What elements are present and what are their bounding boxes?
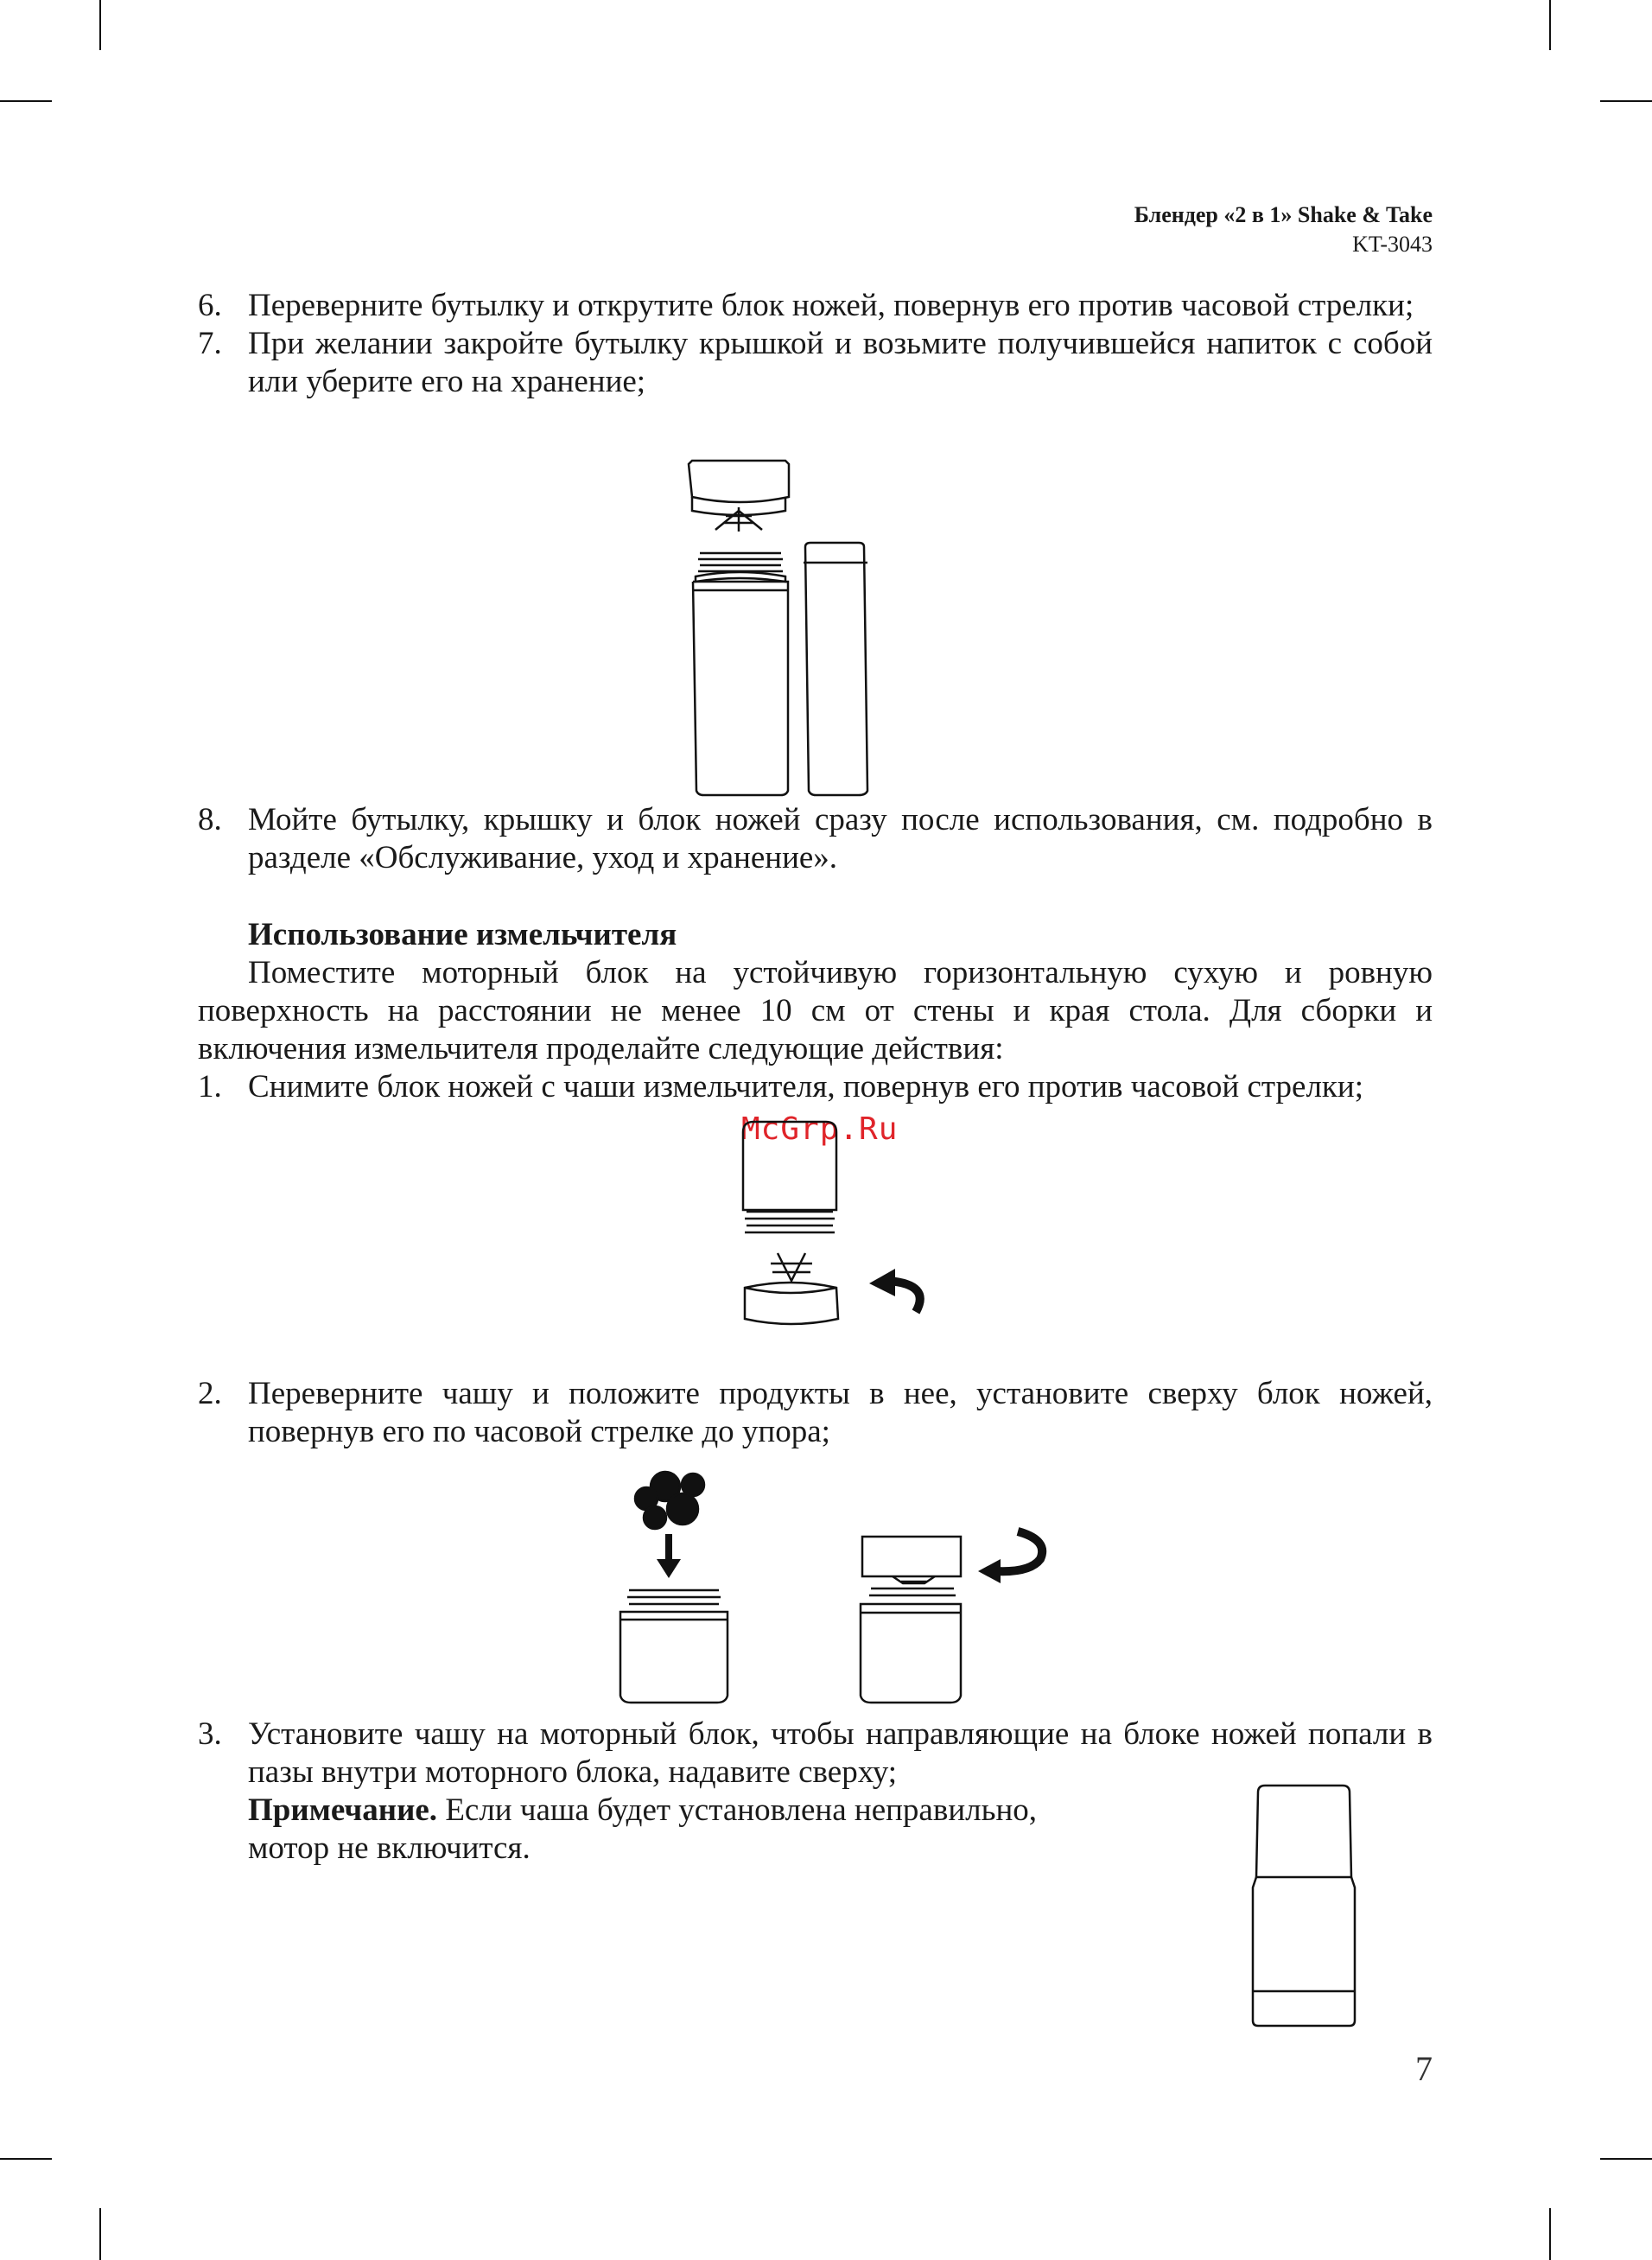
figure-load-food — [612, 1469, 1061, 1711]
list-item — [198, 1068, 1433, 1106]
list-number: 1. — [198, 1069, 222, 1105]
figure-remove-blade — [734, 1115, 924, 1340]
list-item — [198, 325, 1433, 401]
list-number: 3. — [198, 1716, 222, 1752]
note-text: Если чаша будет установлена неправильно, мотор не включится. — [248, 1792, 1038, 1866]
list-text: Мойте бутылку, крышку и блок ножей сразу после использования, см. подробно в разделе «Обслуживание, уход и хранение». — [248, 802, 1433, 875]
crop-mark — [1600, 100, 1652, 102]
crop-mark — [99, 0, 101, 50]
crop-mark — [0, 2158, 52, 2160]
list-text: Снимите блок ножей с чаши измельчителя, повернув его против часовой стрелки; — [248, 1069, 1363, 1105]
steps-block-a — [198, 287, 1433, 401]
list-text: При желании закройте бутылку крышкой и возьмите получившейся напиток с собой или уберите его на хранение; — [248, 326, 1433, 399]
list-number: 8. — [198, 802, 222, 837]
list-text: Переверните бутылку и открутите блок ножей, повернув его против часовой стрелки; — [248, 288, 1414, 323]
figure-assembled — [1244, 1780, 1365, 2031]
header-model: KT-3043 — [1352, 232, 1433, 257]
list-number: 7. — [198, 326, 222, 361]
note-block — [198, 1792, 1062, 1868]
list-number: 6. — [198, 288, 222, 323]
list-item — [198, 801, 1433, 877]
list-text: Установите чашу на моторный блок, чтобы направляющие на блоке ножей попали в пазы внутри моторного блока, надавите сверху; — [248, 1716, 1433, 1790]
steps-block-b — [198, 801, 1433, 877]
figure-bottle-blade-lid — [674, 454, 916, 799]
list-text: Переверните чашу и положите продукты в нее, установите сверху блок ножей, повернув его по часовой стрелке до упора; — [248, 1376, 1433, 1449]
note-label: Примечание. — [248, 1792, 438, 1828]
crop-mark — [1600, 2158, 1652, 2160]
list-item — [198, 1375, 1433, 1451]
steps-block-d — [198, 1375, 1433, 1451]
list-item — [198, 287, 1433, 325]
crop-mark — [99, 2208, 101, 2260]
running-header — [1134, 201, 1433, 259]
page-number: 7 — [1415, 2049, 1433, 2088]
section-intro: Поместите моторный блок на устойчивую горизонтальную сухую и ровную поверхность на расстоянии не менее 10 см от стены и края стола. Для сборки и включения измельчителя проделайте следующие действия: — [198, 955, 1433, 1066]
section-heading: Использование измельчителя — [248, 917, 677, 952]
crop-mark — [0, 100, 52, 102]
section-block — [198, 916, 1433, 1106]
watermark: McGrp.Ru — [741, 1111, 899, 1147]
header-title: Блендер «2 в 1» Shake & Take — [1134, 202, 1433, 227]
crop-mark — [1549, 2208, 1551, 2260]
crop-mark — [1549, 0, 1551, 50]
list-number: 2. — [198, 1376, 222, 1411]
